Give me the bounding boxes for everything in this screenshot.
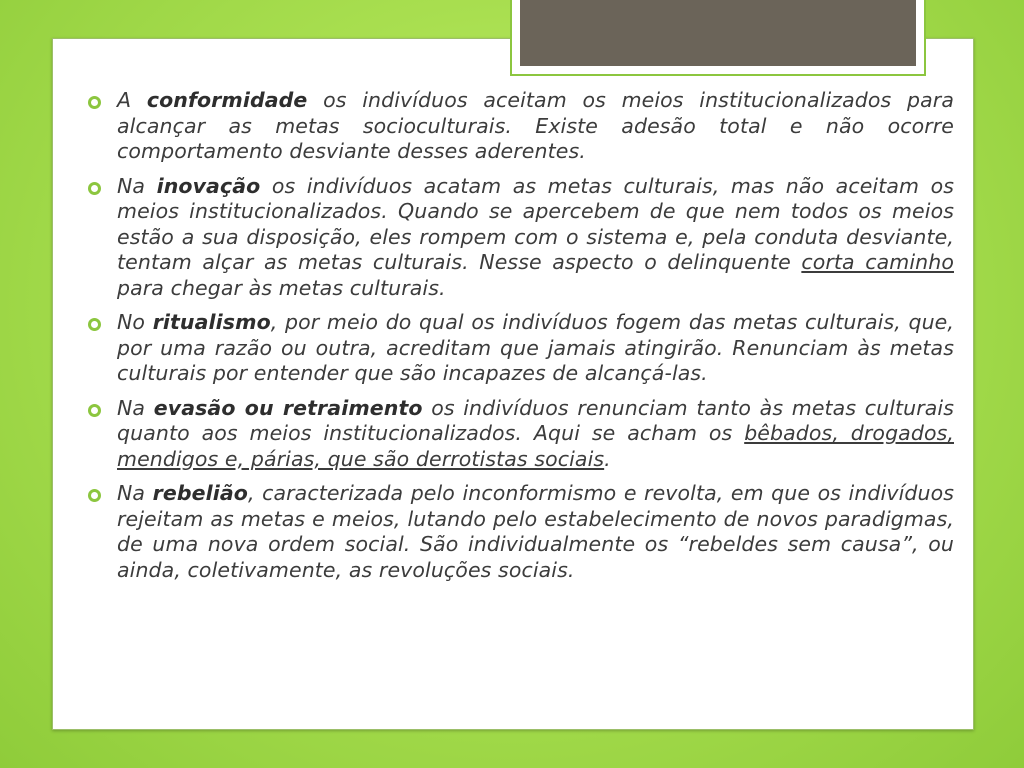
item-text: os indivíduos acatam as metas culturais, mas não aceitam os meios institucionalizados. Quando se apercebem de que nem todos os meios estão a sua disposição, eles rompem com o sistema e, pela conduta desviante, tentam alçar as metas culturais. Nesse aspecto o delinquente xyxy=(117,173,954,274)
item-tail: . xyxy=(604,446,611,471)
item-term: inovação xyxy=(156,173,261,198)
item-term: evasão ou retraimento xyxy=(153,395,423,420)
item-pre: No xyxy=(117,310,153,334)
item-pre: Na xyxy=(117,481,153,505)
item-text: os indivíduos renunciam tanto às metas culturais quanto aos meios institucionalizados. Aqui se acham os xyxy=(117,395,955,445)
item-pre: Na xyxy=(117,395,154,420)
bullet-item-ritualismo xyxy=(88,310,954,387)
title-placeholder xyxy=(520,0,916,66)
title-placeholder-frame xyxy=(510,0,926,76)
item-pre: A xyxy=(117,88,147,112)
item-text: , por meio do qual os indivíduos fogem das metas culturais, que, por uma razão ou outra, acreditam que jamais atingirão. Renunciam às metas culturais por entender que são incapazes de alcançá-las. xyxy=(117,310,954,385)
bullet-list xyxy=(88,88,954,592)
bullet-circle-icon xyxy=(88,489,101,502)
item-term: ritualismo xyxy=(152,310,271,334)
bullet-item-inovacao xyxy=(88,174,954,302)
bullet-item-evasao xyxy=(88,396,954,473)
item-term: rebelião xyxy=(152,481,248,505)
bullet-circle-icon xyxy=(88,404,101,417)
bullet-item-conformidade xyxy=(88,88,954,165)
item-text: os indivíduos aceitam os meios institucionalizados para alcançar as metas socioculturais. Existe adesão total e não ocorre comportamento desviante desses aderentes. xyxy=(117,88,954,163)
item-underlined-text: corta caminho xyxy=(801,250,954,274)
bullet-circle-icon xyxy=(88,318,101,331)
item-tail: para chegar às metas culturais. xyxy=(117,275,446,300)
item-text: , caracterizada pelo inconformismo e revolta, em que os indivíduos rejeitam as metas e meios, lutando pelo estabelecimento de novos paradigmas, de uma nova ordem social. São individualmente os “rebeldes sem causa”, ou ainda, coletivamente, as revoluções sociais. xyxy=(117,481,954,582)
item-term: conformidade xyxy=(146,88,308,112)
bullet-circle-icon xyxy=(88,96,101,109)
bullet-item-rebeliao xyxy=(88,481,954,583)
item-underlined-text: bêbados, drogados, mendigos e, párias, que são derrotistas sociais xyxy=(117,421,954,471)
bullet-circle-icon xyxy=(88,182,101,195)
item-pre: Na xyxy=(117,173,157,198)
